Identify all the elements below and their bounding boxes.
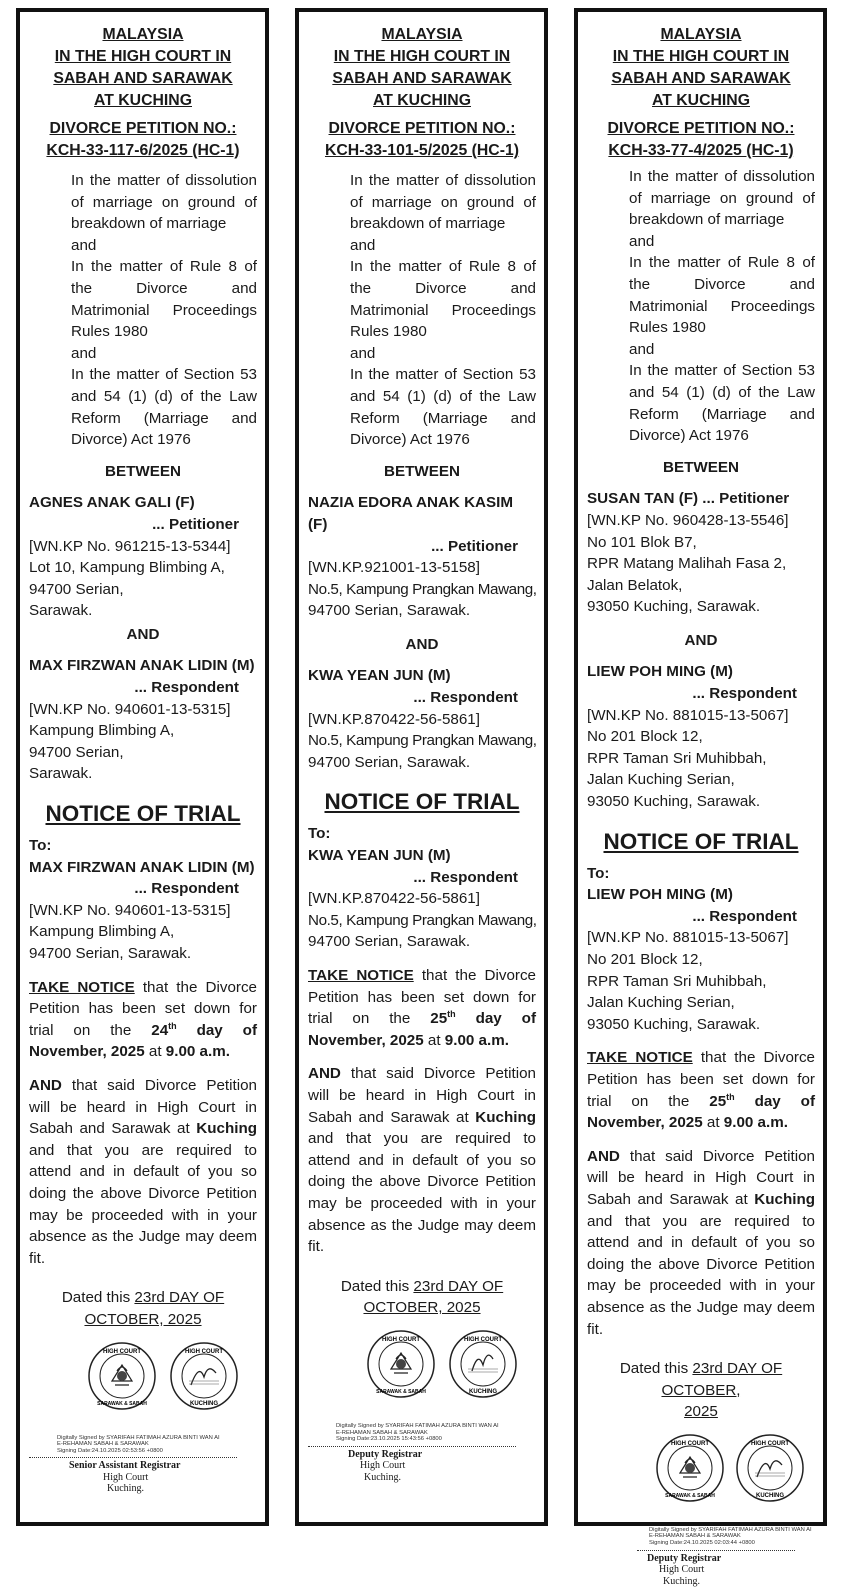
petition-label: DIVORCE PETITION NO.: xyxy=(607,120,795,137)
registrar-location: Kuching. xyxy=(107,1483,144,1495)
matter-text: In the matter of Rule 8 of the Divorce and Matrimonial Proceedings Rules 1980 xyxy=(350,258,536,341)
and-lead: AND xyxy=(29,1076,62,1094)
take-notice-lead: TAKE NOTICE xyxy=(29,978,135,996)
petition-number: KCH-33-101-5/2025 (HC-1) xyxy=(324,142,520,159)
registrar-court: High Court xyxy=(103,1471,149,1483)
and-paragraph xyxy=(29,1075,257,1269)
header-line: AT KUCHING xyxy=(373,92,471,109)
matter-text: In the matter of Rule 8 of the Divorce and Matrimonial Proceedings Rules 1980 xyxy=(71,258,257,341)
registrar-location: Kuching. xyxy=(663,1575,700,1587)
petitioner-block xyxy=(587,488,815,618)
notice-of-trial-title: NOTICE OF TRIAL xyxy=(603,828,799,854)
take-notice-paragraph xyxy=(29,977,257,1063)
header-line: IN THE HIGH COURT IN xyxy=(612,48,790,65)
digital-signature xyxy=(336,1423,536,1443)
dated-prefix: Dated this xyxy=(61,1289,135,1307)
trial-date: day of November, 2025 xyxy=(29,1021,258,1061)
dated-date-1: 23rd DAY OF xyxy=(413,1277,504,1295)
address-line: Jalan Kuching Serian, xyxy=(587,994,735,1012)
address-line: [WN.KP No. 881015-13-5067] xyxy=(587,929,789,947)
take-notice-text: that the Divorce Petition has been set down for trial on the xyxy=(29,978,257,1039)
registrar-title: Senior Assistant Registrar xyxy=(69,1460,181,1472)
address-line: Kampung Blimbing A, xyxy=(29,722,175,740)
matters-block xyxy=(350,170,536,451)
notice-of-trial-title: NOTICE OF TRIAL xyxy=(324,789,520,815)
address-line: Sarawak. xyxy=(29,765,93,783)
digital-line: Signing Date:23.10.2025 15:43:56 +0800 xyxy=(336,1436,442,1443)
address-line: Kampung Blimbing A, xyxy=(29,923,175,941)
respondent-name: MAX FIRZWAN ANAK LIDIN (M) xyxy=(29,657,255,675)
petitioner-address xyxy=(308,557,536,622)
to-label: To: xyxy=(587,864,610,882)
address-line: Jalan Kuching Serian, xyxy=(587,771,735,789)
seal-text-top: HIGH COURT xyxy=(382,1336,420,1343)
respondent-block xyxy=(587,661,815,812)
digital-line: E-REHAMAN SABAH & SARAWAK xyxy=(336,1429,428,1436)
header-line: MALAYSIA xyxy=(381,26,463,43)
address-line: No 101 Blok B7, xyxy=(587,533,697,551)
and-text: that said Divorce Petition will be heard in High Court in Sabah and Sarawak at xyxy=(587,1147,815,1208)
respondent-block xyxy=(308,665,536,773)
petitioner-block xyxy=(29,492,257,622)
registrar-stamp-icon xyxy=(735,1433,805,1503)
address-line: [WN.KP.870422-56-5861] xyxy=(308,710,480,728)
high-court-seal-icon xyxy=(366,1329,436,1399)
petition-label: DIVORCE PETITION NO.: xyxy=(328,120,516,137)
dated-prefix: Dated this xyxy=(340,1277,414,1295)
address-line: RPR Taman Sri Muhibbah, xyxy=(587,972,767,990)
dated-date-2: OCTOBER, 2025 xyxy=(363,1299,481,1317)
digital-signature xyxy=(649,1527,815,1547)
trial-time: 9.00 a.m. xyxy=(165,1043,230,1061)
trial-day: 25 xyxy=(430,1010,448,1028)
court-header xyxy=(308,24,536,112)
address-line: [WN.KP No. 960428-13-5546] xyxy=(587,511,789,529)
address-line: 94700 Serian, Sarawak. xyxy=(308,753,471,771)
matter-text: In the matter of dissolution of marriage on ground of breakdown of marriage xyxy=(350,172,536,233)
between-label: BETWEEN xyxy=(663,458,739,476)
seal-text-bottom: SARAWAK & SABAH xyxy=(376,1388,426,1395)
registrar-stamp-icon xyxy=(169,1341,239,1411)
trial-time: 9.00 a.m. xyxy=(723,1114,788,1132)
respondent-name: LIEW POH MING (M) xyxy=(587,663,733,681)
trial-day-suffix: th xyxy=(726,1091,735,1102)
addressee-address xyxy=(587,927,815,1035)
court-header xyxy=(29,24,257,112)
address-line: RPR Matang Malihah Fasa 2, xyxy=(587,555,787,573)
registrar-title: Deputy Registrar xyxy=(647,1552,722,1564)
header-line: IN THE HIGH COURT IN xyxy=(54,48,232,65)
court-place: Kuching xyxy=(475,1108,536,1126)
take-notice-at: at xyxy=(702,1114,724,1132)
header-line: IN THE HIGH COURT IN xyxy=(333,48,511,65)
registrar-title: Deputy Registrar xyxy=(348,1448,423,1460)
seal-text-bottom: KUCHING xyxy=(469,1388,497,1395)
respondent-address xyxy=(587,705,815,813)
take-notice-lead: TAKE NOTICE xyxy=(587,1049,693,1067)
and-label: AND xyxy=(126,625,160,643)
addressee-name: MAX FIRZWAN ANAK LIDIN (M) xyxy=(29,858,255,876)
seal-text-bottom: SARAWAK & SABAH xyxy=(665,1492,715,1499)
address-line: 93050 Kuching, Sarawak. xyxy=(587,598,761,616)
court-header xyxy=(587,24,815,112)
petition-label: DIVORCE PETITION NO.: xyxy=(49,120,237,137)
addressee-role: ... Respondent xyxy=(692,907,797,925)
address-line: [WN.KP.921001-13-5158] xyxy=(308,559,480,577)
and-text-rest: and that you are required to attend and in default of you so doing the above Divorce Petition may be proceeded with in your absence as the Judge may deem fit. xyxy=(587,1212,815,1338)
notice-of-trial-title: NOTICE OF TRIAL xyxy=(45,801,241,827)
address-line: Lot 10, Kampung Blimbing A, xyxy=(29,559,225,577)
trial-day: 25 xyxy=(709,1092,727,1110)
header-line: MALAYSIA xyxy=(102,26,184,43)
registrar-block xyxy=(348,1449,536,1484)
to-label: To: xyxy=(29,837,52,855)
seal-text-top: HIGH COURT xyxy=(751,1440,789,1447)
address-line: [WN.KP No. 961215-13-5344] xyxy=(29,537,231,555)
dated-date-2: 2025 xyxy=(684,1403,718,1421)
and-paragraph xyxy=(587,1146,815,1340)
respondent-address xyxy=(29,699,257,785)
dated-date-2: OCTOBER, 2025 xyxy=(84,1310,202,1328)
trial-day-suffix: th xyxy=(447,1009,456,1020)
signature-block xyxy=(308,1423,536,1483)
take-notice-text: that the Divorce Petition has been set down for trial on the xyxy=(587,1049,815,1110)
digital-line: Signing Date:24.10.2025 02:53:56 +0800 xyxy=(57,1447,163,1454)
registrar-court: High Court xyxy=(360,1460,406,1472)
digital-line: E-REHAMAN SABAH & SARAWAK xyxy=(649,1533,741,1540)
to-label: To: xyxy=(308,825,331,843)
petitioner-name: NAZIA EDORA ANAK KASIM (F) xyxy=(308,494,514,533)
matters-block xyxy=(71,170,257,451)
take-notice-text: that the Divorce Petition has been set down for trial on the xyxy=(308,967,536,1028)
signature-block xyxy=(29,1435,257,1495)
take-notice-paragraph xyxy=(587,1047,815,1133)
address-line: Jalan Belatok, xyxy=(587,576,683,594)
seals-area xyxy=(308,1329,536,1419)
addressee-address xyxy=(29,900,257,965)
addressee-role: ... Respondent xyxy=(413,868,518,886)
seal-text-top: HIGH COURT xyxy=(671,1440,709,1447)
digital-line: Digitally Signed by SYARIFAH FATIMAH AZURA BINTI WAN AI xyxy=(336,1422,499,1429)
respondent-role: ... Respondent xyxy=(134,679,239,697)
signature-line xyxy=(637,1550,795,1551)
matter-text: In the matter of Section 53 and 54 (1) (d) of the Law Reform (Marriage and Divorce) Act 1976 xyxy=(71,366,257,449)
respondent-name: KWA YEAN JUN (M) xyxy=(308,667,451,685)
trial-day-suffix: th xyxy=(168,1020,177,1031)
addressee-block xyxy=(29,857,257,965)
digital-line: E-REHAMAN SABAH & SARAWAK xyxy=(57,1441,149,1448)
matter-and: and xyxy=(71,344,97,362)
matter-and: and xyxy=(629,232,655,250)
respondent-address xyxy=(308,709,536,774)
seal-text-top: HIGH COURT xyxy=(103,1348,141,1355)
trial-date: day of November, 2025 xyxy=(308,1010,537,1049)
take-notice-paragraph xyxy=(308,965,536,1051)
address-line: 94700 Serian, Sarawak. xyxy=(308,933,471,951)
digital-line: Digitally Signed by SYARIFAH FATIMAH AZURA BINTI WAN AI xyxy=(57,1434,220,1441)
signature-line xyxy=(308,1446,516,1447)
take-notice-at: at xyxy=(423,1031,445,1049)
address-line: 94700 Serian, Sarawak. xyxy=(29,945,192,962)
address-line: No 201 Block 12, xyxy=(587,728,703,746)
dated-line xyxy=(29,1287,257,1330)
high-court-seal-icon xyxy=(655,1433,725,1503)
header-line: AT KUCHING xyxy=(94,92,192,109)
digital-signature xyxy=(57,1435,257,1455)
digital-line: Digitally Signed by SYARIFAH FATIMAH AZURA BINTI WAN AI xyxy=(649,1526,812,1533)
notice-column-3 xyxy=(574,8,827,1587)
trial-day: 24 xyxy=(151,1021,169,1039)
addressee-name: KWA YEAN JUN (M) xyxy=(308,847,451,865)
digital-line: Signing Date:24.10.2025 02:03:44 +0800 xyxy=(649,1540,755,1547)
trial-time: 9.00 a.m. xyxy=(444,1031,509,1049)
and-paragraph xyxy=(308,1063,536,1257)
address-line: [WN.KP No. 940601-13-5315] xyxy=(29,700,231,718)
between-label: BETWEEN xyxy=(384,462,460,480)
court-place: Kuching xyxy=(754,1190,815,1208)
header-line: MALAYSIA xyxy=(660,26,742,43)
address-line: No.5, Kampung Prangkan Mawang, xyxy=(308,732,537,750)
addressee-role: ... Respondent xyxy=(134,880,239,898)
court-place: Kuching xyxy=(196,1120,257,1138)
address-line: [WN.KP.870422-56-5861] xyxy=(308,890,480,908)
and-text: that said Divorce Petition will be heard in High Court in Sabah and Sarawak at xyxy=(308,1065,536,1126)
matter-and: and xyxy=(350,236,376,254)
seal-text-top: HIGH COURT xyxy=(185,1348,223,1355)
notice-column-2 xyxy=(295,8,548,1526)
and-label: AND xyxy=(405,635,439,653)
and-label: AND xyxy=(684,631,718,649)
respondent-role: ... Respondent xyxy=(692,685,797,703)
seal-text-top: HIGH COURT xyxy=(464,1336,502,1343)
address-line: No.5, Kampung Prangkan Mawang, xyxy=(308,580,537,598)
dated-line xyxy=(587,1358,815,1423)
petitioner-address xyxy=(587,510,815,618)
address-line: [WN.KP No. 940601-13-5315] xyxy=(29,901,231,919)
and-text-rest: and that you are required to attend and in default of you so doing the above Divorce Petition may be proceeded with in your absence as the Judge may deem fit. xyxy=(29,1141,257,1267)
signature-block xyxy=(587,1527,815,1587)
header-line: SABAH AND SARAWAK xyxy=(332,70,512,87)
signature-line xyxy=(29,1457,237,1458)
petitioner-address xyxy=(29,536,257,622)
matter-and: and xyxy=(71,236,97,254)
address-line: 93050 Kuching, Sarawak. xyxy=(587,1015,761,1033)
between-label: BETWEEN xyxy=(105,462,181,480)
matter-text: In the matter of Section 53 and 54 (1) (d) of the Law Reform (Marriage and Divorce) Act 1976 xyxy=(629,362,815,445)
and-text: that said Divorce Petition will be heard in High Court in Sabah and Sarawak at xyxy=(29,1076,257,1138)
petitioner-role: ... Petitioner xyxy=(152,515,239,533)
and-lead: AND xyxy=(587,1147,620,1165)
matters-block xyxy=(629,166,815,447)
petitioner-name: SUSAN TAN (F) ... Petitioner xyxy=(587,490,790,508)
registrar-location: Kuching. xyxy=(364,1471,401,1483)
matter-text: In the matter of Section 53 and 54 (1) (d) of the Law Reform (Marriage and Divorce) Act 1976 xyxy=(350,366,536,449)
trial-date: day of November, 2025 xyxy=(587,1092,816,1132)
respondent-role: ... Respondent xyxy=(413,689,518,707)
dated-date-1: 23rd DAY OF OCTOBER, xyxy=(661,1360,783,1399)
seals-area xyxy=(587,1433,815,1523)
notice-column-1 xyxy=(16,8,269,1526)
dated-date-1: 23rd DAY OF xyxy=(134,1289,225,1307)
header-line: SABAH AND SARAWAK xyxy=(611,70,791,87)
address-line: [WN.KP No. 881015-13-5067] xyxy=(587,706,789,724)
header-line: SABAH AND SARAWAK xyxy=(53,70,233,87)
registrar-court: High Court xyxy=(659,1564,705,1576)
petitioner-name: AGNES ANAK GALI (F) xyxy=(29,494,195,512)
address-line: 93050 Kuching, Sarawak. xyxy=(587,793,761,811)
addressee-name: LIEW POH MING (M) xyxy=(587,886,733,904)
dated-prefix: Dated this xyxy=(619,1360,693,1378)
address-line: 94700 Serian, xyxy=(29,580,124,598)
address-line: 94700 Serian, Sarawak. xyxy=(308,602,471,620)
high-court-seal-icon xyxy=(87,1341,157,1411)
address-line: 94700 Serian, xyxy=(29,743,124,761)
and-lead: AND xyxy=(308,1065,341,1083)
matter-text: In the matter of Rule 8 of the Divorce and Matrimonial Proceedings Rules 1980 xyxy=(629,254,815,337)
registrar-stamp-icon xyxy=(448,1329,518,1399)
address-line: RPR Taman Sri Muhibbah, xyxy=(587,749,767,767)
address-line: Sarawak. xyxy=(29,602,93,620)
matter-text: In the matter of dissolution of marriage on ground of breakdown of marriage xyxy=(71,172,257,233)
petition-number: KCH-33-117-6/2025 (HC-1) xyxy=(46,142,240,159)
petitioner-block xyxy=(308,492,536,622)
seal-text-bottom: KUCHING xyxy=(756,1492,784,1499)
addressee-address xyxy=(308,888,536,953)
seal-text-bottom: SARAWAK & SABAH xyxy=(97,1400,147,1407)
registrar-block xyxy=(647,1553,815,1587)
address-line: No 201 Block 12, xyxy=(587,951,703,968)
respondent-block xyxy=(29,655,257,785)
header-line: AT KUCHING xyxy=(652,92,750,109)
matter-and: and xyxy=(629,340,655,358)
addressee-block xyxy=(308,845,536,953)
registrar-block xyxy=(69,1460,257,1495)
seals-area xyxy=(29,1341,257,1431)
petitioner-role: ... Petitioner xyxy=(431,537,518,555)
matter-text: In the matter of dissolution of marriage on ground of breakdown of marriage xyxy=(629,168,815,229)
matter-and: and xyxy=(350,344,376,362)
addressee-block xyxy=(587,884,815,1035)
petition-number: KCH-33-77-4/2025 (HC-1) xyxy=(608,142,794,159)
take-notice-lead: TAKE NOTICE xyxy=(308,967,414,984)
take-notice-at: at xyxy=(144,1043,166,1061)
address-line: No.5, Kampung Prangkan Mawang, xyxy=(308,911,537,929)
seal-text-bottom: KUCHING xyxy=(190,1400,218,1407)
and-text-rest: and that you are required to attend and in default of you so doing the above Divorce Petition may be proceeded with in your absence as the Judge may deem fit. xyxy=(308,1130,536,1256)
dated-line xyxy=(308,1276,536,1319)
